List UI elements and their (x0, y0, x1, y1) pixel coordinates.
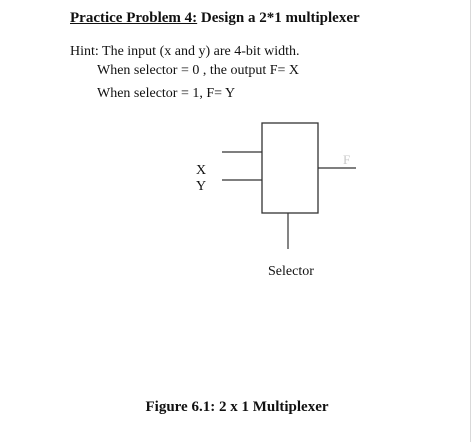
input-x-label: X (196, 163, 207, 178)
output-f-label: F (343, 152, 351, 167)
problem-title-text: Design a 2*1 multiplexer (197, 10, 360, 26)
figure-caption: Figure 6.1: 2 x 1 Multiplexer (145, 399, 329, 415)
hint-text: Hint: The input (x and y) are 4-bit width. (70, 44, 300, 59)
mux-block (262, 123, 318, 213)
selector-1-condition: When selector = 1, F= Y (97, 86, 236, 101)
input-y-label: Y (196, 179, 207, 194)
selector-label: Selector (268, 264, 314, 279)
selector-0-condition: When selector = 0 , the output F= X (97, 63, 300, 78)
problem-title-label: Practice Problem 4: (70, 10, 198, 26)
page-edge-divider (470, 0, 471, 442)
